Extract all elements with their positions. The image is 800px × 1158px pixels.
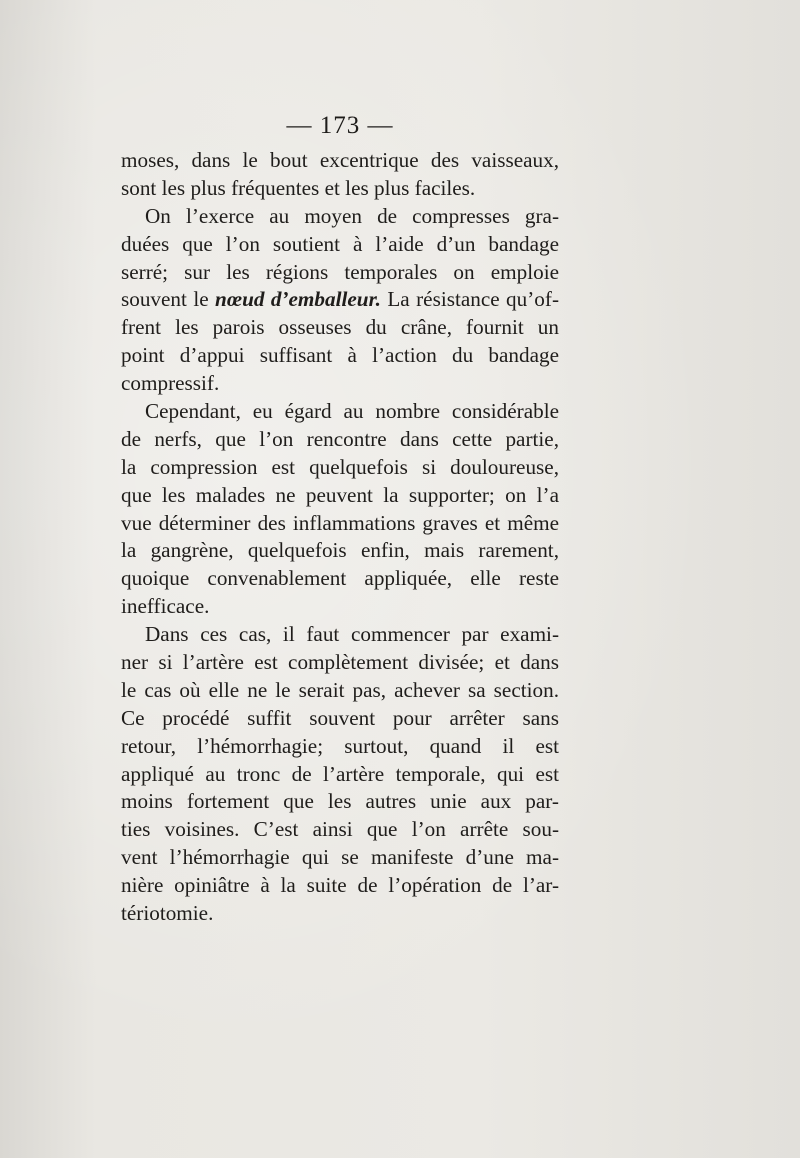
- body-text: [121, 147, 559, 928]
- text-line: compressif.: [121, 371, 220, 396]
- text-line: la gangrène, quelquefois enfin, mais rarement,: [121, 538, 559, 563]
- text-line: appliqué au tronc de l’artère temporale, qui est: [121, 761, 559, 786]
- text-line: On l’exerce au moyen de compresses gra-: [145, 203, 559, 228]
- text-segment: souvent le: [121, 287, 216, 312]
- emphasized-term: nœud d’emballeur.: [215, 287, 381, 312]
- text-segment: La résistance qu’of-: [380, 287, 559, 312]
- text-line: ner si l’artère est complètement divisée; et dans: [121, 650, 559, 675]
- text-line: sont les plus fréquentes et les plus faciles.: [121, 175, 476, 200]
- text-line: vue déterminer des inflammations graves et même: [121, 510, 559, 535]
- text-line: le cas où elle ne le serait pas, achever sa section.: [121, 677, 559, 702]
- text-line: de nerfs, que l’on rencontre dans cette partie,: [121, 426, 559, 451]
- text-line: frent les parois osseuses du crâne, fournit un: [121, 315, 559, 340]
- text-line: Ce procédé suffit souvent pour arrêter sans: [121, 705, 559, 730]
- text-line: nière opiniâtre à la suite de l’opération de l’ar-: [121, 873, 559, 898]
- text-line: la compression est quelquefois si douloureuse,: [121, 454, 559, 479]
- text-line: serré; sur les régions temporales on emploie: [121, 259, 559, 284]
- text-line: ties voisines. C’est ainsi que l’on arrête sou-: [121, 817, 559, 842]
- text-line: moses, dans le bout excentrique des vaisseaux,: [121, 148, 559, 172]
- text-line: retour, l’hémorrhagie; surtout, quand il est: [121, 733, 559, 758]
- text-line: tériotomie.: [121, 901, 214, 926]
- text-line-with-emphasis: [121, 286, 559, 314]
- text-line: Cependant, eu égard au nombre considérable: [145, 399, 559, 424]
- text-line: Dans ces cas, il faut commencer par exami-: [145, 622, 559, 647]
- text-line: moins fortement que les autres unie aux par-: [121, 789, 559, 814]
- text-line: que les malades ne peuvent la supporter; on l’a: [121, 482, 559, 507]
- text-line: inefficace.: [121, 594, 210, 619]
- text-line: duées que l’on soutient à l’aide d’un bandage: [121, 231, 559, 256]
- text-line: quoique convenablement appliquée, elle reste: [121, 566, 559, 591]
- text-line: point d’appui suffisant à l’action du bandage: [121, 343, 559, 368]
- page-number: — 173 —: [286, 112, 394, 139]
- text-line: vent l’hémorrhagie qui se manifeste d’une ma-: [121, 845, 559, 870]
